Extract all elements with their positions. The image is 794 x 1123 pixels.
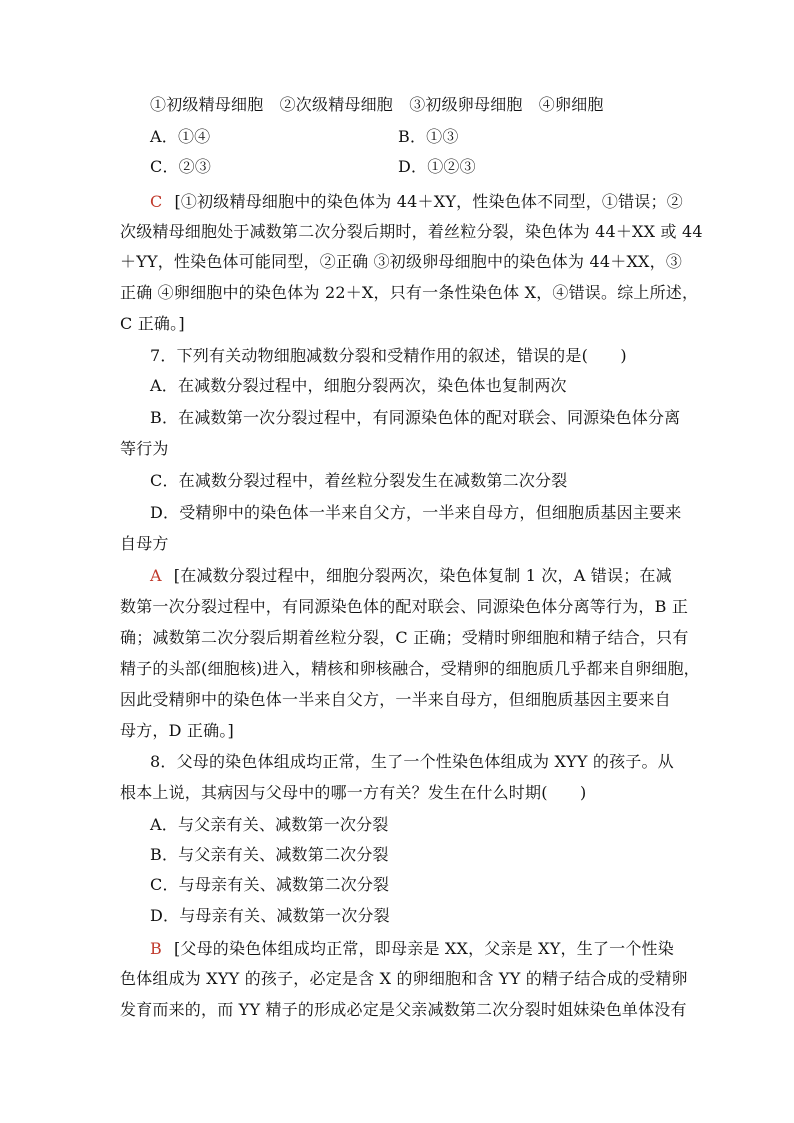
q6-explanation-line-2: 次级精母细胞处于减数第二次分裂后期时，着丝粒分裂，染色体为 44＋XX 或 44 (120, 222, 703, 241)
q8-explanation-line-3: 发育而来的，而 YY 精子的形成必定是父亲减数第二次分裂时姐妹染色单体没有 (120, 1000, 687, 1019)
q6-option-a: A．①④ (150, 127, 211, 146)
q6-explanation-line-3: ＋YY，性染色体可能同型，②正确 ③初级卵母细胞中的染色体为 44＋XX，③ (120, 252, 683, 271)
q7-option-d-line-2: 自母方 (120, 534, 169, 553)
q7-option-b-line-2: 等行为 (120, 439, 169, 458)
q7-explanation-line-5: 因此受精卵中的染色体一半来自父方，一半来自母方，但细胞质基因主要来自 (120, 690, 671, 709)
q8-explanation-text-1: [父母的染色体组成均正常，即母亲是 XX，父亲是 XY，生了一个性染 (173, 939, 674, 958)
q6-items: ①初级精母细胞 ②次级精母细胞 ③初级卵母细胞 ④卵细胞 (150, 95, 604, 114)
q6-explanation-line-4: 正确 ④卵细胞中的染色体为 22＋X，只有一条性染色体 X，④错误。综上所述， (120, 283, 699, 302)
q8-option-c: C．与母亲有关、减数第二次分裂 (150, 875, 390, 894)
q8-explanation-line-1 (150, 934, 676, 964)
q7-option-d-line-1: D．受精卵中的染色体一半来自父方，一半来自母方，但细胞质基因主要来 (150, 503, 682, 522)
q7-explanation-line-3: 确；减数第二次分裂后期着丝粒分裂，C 正确；受精时卵细胞和精子结合，只有 (120, 628, 689, 647)
q7-explanation-line-1 (150, 561, 676, 591)
q7-explanation-line-6: 母方，D 正确。] (120, 721, 234, 740)
q6-option-c: C．②③ (150, 157, 212, 176)
q8-stem-line-2: 根本上说，其病因与父母中的哪一方有关？发生在什么时期( ) (120, 783, 587, 802)
q6-options-row-1 (120, 122, 676, 152)
q6-explanation-text-1: [①初级精母细胞中的染色体为 44＋XY，性染色体不同型，①错误；② (174, 192, 683, 211)
q7-explanation-line-4: 精子的头部(细胞核)进入，精核和卵核融合，受精卵的细胞质几乎都来自卵细胞， (120, 659, 700, 678)
q7-option-b-line-1: B．在减数第一次分裂过程中，有同源染色体的配对联会、同源染色体分离 (150, 408, 681, 427)
q8-option-d: D．与母亲有关、减数第一次分裂 (150, 906, 390, 925)
q7-answer-letter: A (150, 566, 162, 585)
q6-explanation-line-1 (150, 187, 683, 217)
q8-stem-line-1: 8．父母的染色体组成均正常，生了一个性染色体组成为 XYY 的孩子。从 (150, 752, 674, 771)
q7-option-a: A．在减数分裂过程中，细胞分裂两次，染色体也复制两次 (150, 376, 567, 395)
q6-option-b: B．①③ (398, 127, 459, 146)
q7-stem: 7．下列有关动物细胞减数分裂和受精作用的叙述，错误的是( ) (150, 346, 627, 365)
q8-explanation-line-2: 色体组成为 XYY 的孩子，必定是含 X 的卵细胞和含 YY 的精子结合成的受精卵 (120, 969, 688, 988)
q8-answer-letter: B (150, 939, 162, 958)
q8-option-b: B．与父亲有关、减数第二次分裂 (150, 845, 389, 864)
q6-answer-letter: C (150, 192, 163, 211)
q7-explanation-text-1: [在减数分裂过程中，细胞分裂两次，染色体复制 1 次，A 错误；在减 (173, 566, 672, 585)
q8-option-a: A．与父亲有关、减数第一次分裂 (150, 815, 389, 834)
q6-options-row-2 (120, 152, 676, 182)
q7-explanation-line-2: 数第一次分裂过程中，有同源染色体的配对联会、同源染色体分离等行为，B 正 (120, 597, 689, 616)
q6-explanation-line-5: C 正确。] (120, 314, 185, 333)
q6-option-d: D．①②③ (398, 157, 476, 176)
q7-option-c: C．在减数分裂过程中，着丝粒分裂发生在减数第二次分裂 (150, 471, 568, 490)
